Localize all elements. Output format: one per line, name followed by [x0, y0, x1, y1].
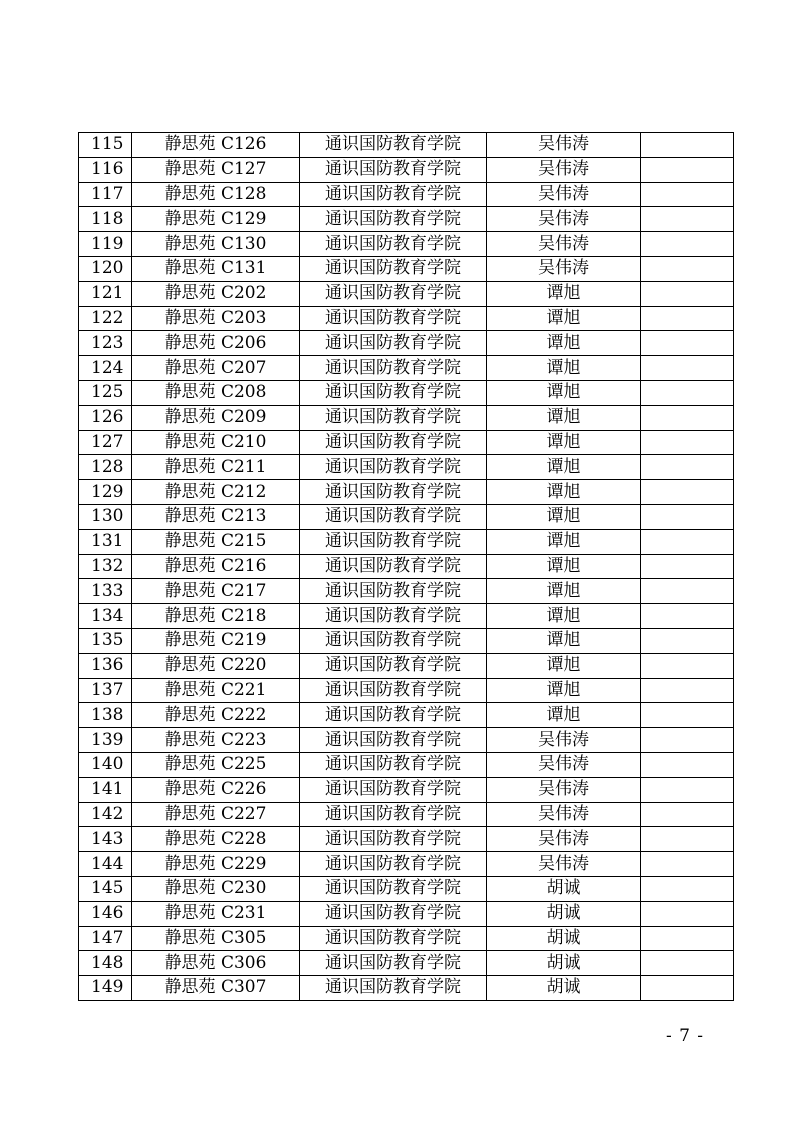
- note-cell: [641, 256, 734, 281]
- row-number-cell: 131: [79, 529, 132, 554]
- note-cell: [641, 653, 734, 678]
- row-number-cell: 142: [79, 802, 132, 827]
- college-cell: 通识国防教育学院: [300, 579, 487, 604]
- row-number-cell: 122: [79, 306, 132, 331]
- note-cell: [641, 703, 734, 728]
- person-cell: 胡诚: [487, 901, 641, 926]
- person-cell: 谭旭: [487, 604, 641, 629]
- person-cell: 谭旭: [487, 380, 641, 405]
- note-cell: [641, 529, 734, 554]
- table-row: [79, 703, 734, 728]
- room-cell: 静思苑 C227: [132, 802, 300, 827]
- row-number-cell: 126: [79, 405, 132, 430]
- college-cell: 通识国防教育学院: [300, 852, 487, 877]
- college-cell: 通识国防教育学院: [300, 331, 487, 356]
- person-cell: 谭旭: [487, 628, 641, 653]
- person-cell: 吴伟涛: [487, 182, 641, 207]
- table-row: [79, 380, 734, 405]
- person-cell: 谭旭: [487, 306, 641, 331]
- person-cell: 谭旭: [487, 529, 641, 554]
- note-cell: [641, 133, 734, 158]
- person-cell: 吴伟涛: [487, 777, 641, 802]
- room-cell: 静思苑 C219: [132, 628, 300, 653]
- table-row: [79, 876, 734, 901]
- row-number-cell: 130: [79, 504, 132, 529]
- table-row: [79, 901, 734, 926]
- room-cell: 静思苑 C129: [132, 207, 300, 232]
- row-number-cell: 121: [79, 281, 132, 306]
- note-cell: [641, 951, 734, 976]
- person-cell: 吴伟涛: [487, 133, 641, 158]
- note-cell: [641, 678, 734, 703]
- college-cell: 通识国防教育学院: [300, 182, 487, 207]
- row-number-cell: 120: [79, 256, 132, 281]
- room-cell: 静思苑 C223: [132, 728, 300, 753]
- table-row: [79, 405, 734, 430]
- note-cell: [641, 827, 734, 852]
- note-cell: [641, 976, 734, 1001]
- row-number-cell: 139: [79, 728, 132, 753]
- room-cell: 静思苑 C131: [132, 256, 300, 281]
- table-row: [79, 926, 734, 951]
- table-row: [79, 331, 734, 356]
- college-cell: 通识国防教育学院: [300, 752, 487, 777]
- room-cell: 静思苑 C212: [132, 480, 300, 505]
- college-cell: 通识国防教育学院: [300, 281, 487, 306]
- table-row: [79, 728, 734, 753]
- person-cell: 吴伟涛: [487, 802, 641, 827]
- room-cell: 静思苑 C128: [132, 182, 300, 207]
- person-cell: 胡诚: [487, 951, 641, 976]
- room-cell: 静思苑 C221: [132, 678, 300, 703]
- note-cell: [641, 207, 734, 232]
- note-cell: [641, 430, 734, 455]
- table-row: [79, 455, 734, 480]
- college-cell: 通识国防教育学院: [300, 356, 487, 381]
- note-cell: [641, 281, 734, 306]
- note-cell: [641, 331, 734, 356]
- table-row: [79, 232, 734, 257]
- note-cell: [641, 926, 734, 951]
- room-cell: 静思苑 C203: [132, 306, 300, 331]
- note-cell: [641, 182, 734, 207]
- room-cell: 静思苑 C206: [132, 331, 300, 356]
- room-cell: 静思苑 C216: [132, 554, 300, 579]
- college-cell: 通识国防教育学院: [300, 604, 487, 629]
- room-cell: 静思苑 C228: [132, 827, 300, 852]
- college-cell: 通识国防教育学院: [300, 876, 487, 901]
- note-cell: [641, 728, 734, 753]
- row-number-cell: 116: [79, 157, 132, 182]
- note-cell: [641, 802, 734, 827]
- college-cell: 通识国防教育学院: [300, 901, 487, 926]
- note-cell: [641, 579, 734, 604]
- person-cell: 吴伟涛: [487, 752, 641, 777]
- table-row: [79, 777, 734, 802]
- table-row: [79, 306, 734, 331]
- row-number-cell: 135: [79, 628, 132, 653]
- table-row: [79, 678, 734, 703]
- note-cell: [641, 777, 734, 802]
- college-cell: 通识国防教育学院: [300, 653, 487, 678]
- college-cell: 通识国防教育学院: [300, 951, 487, 976]
- person-cell: 吴伟涛: [487, 207, 641, 232]
- table-row: [79, 256, 734, 281]
- college-cell: 通识国防教育学院: [300, 777, 487, 802]
- person-cell: 胡诚: [487, 976, 641, 1001]
- room-cell: 静思苑 C222: [132, 703, 300, 728]
- college-cell: 通识国防教育学院: [300, 380, 487, 405]
- row-number-cell: 129: [79, 480, 132, 505]
- room-cell: 静思苑 C207: [132, 356, 300, 381]
- person-cell: 谭旭: [487, 430, 641, 455]
- note-cell: [641, 876, 734, 901]
- table-row: [79, 554, 734, 579]
- note-cell: [641, 852, 734, 877]
- table-row: [79, 628, 734, 653]
- person-cell: 谭旭: [487, 331, 641, 356]
- table-row: [79, 182, 734, 207]
- college-cell: 通识国防教育学院: [300, 133, 487, 158]
- row-number-cell: 144: [79, 852, 132, 877]
- row-number-cell: 143: [79, 827, 132, 852]
- college-cell: 通识国防教育学院: [300, 802, 487, 827]
- person-cell: 吴伟涛: [487, 256, 641, 281]
- college-cell: 通识国防教育学院: [300, 405, 487, 430]
- room-cell: 静思苑 C218: [132, 604, 300, 629]
- room-cell: 静思苑 C231: [132, 901, 300, 926]
- room-cell: 静思苑 C306: [132, 951, 300, 976]
- college-cell: 通识国防教育学院: [300, 827, 487, 852]
- table-row: [79, 951, 734, 976]
- note-cell: [641, 628, 734, 653]
- table-row: [79, 430, 734, 455]
- person-cell: 谭旭: [487, 703, 641, 728]
- room-cell: 静思苑 C217: [132, 579, 300, 604]
- room-cell: 静思苑 C130: [132, 232, 300, 257]
- row-number-cell: 124: [79, 356, 132, 381]
- person-cell: 谭旭: [487, 678, 641, 703]
- row-number-cell: 133: [79, 579, 132, 604]
- table-row: [79, 281, 734, 306]
- person-cell: 吴伟涛: [487, 157, 641, 182]
- room-cell: 静思苑 C220: [132, 653, 300, 678]
- note-cell: [641, 480, 734, 505]
- row-number-cell: 115: [79, 133, 132, 158]
- person-cell: 谭旭: [487, 405, 641, 430]
- note-cell: [641, 380, 734, 405]
- college-cell: 通识国防教育学院: [300, 976, 487, 1001]
- row-number-cell: 136: [79, 653, 132, 678]
- row-number-cell: 147: [79, 926, 132, 951]
- room-cell: 静思苑 C307: [132, 976, 300, 1001]
- row-number-cell: 128: [79, 455, 132, 480]
- college-cell: 通识国防教育学院: [300, 529, 487, 554]
- room-cell: 静思苑 C211: [132, 455, 300, 480]
- note-cell: [641, 752, 734, 777]
- college-cell: 通识国防教育学院: [300, 256, 487, 281]
- table-row: [79, 529, 734, 554]
- table-row: [79, 133, 734, 158]
- note-cell: [641, 356, 734, 381]
- college-cell: 通识国防教育学院: [300, 926, 487, 951]
- college-cell: 通识国防教育学院: [300, 678, 487, 703]
- row-number-cell: 118: [79, 207, 132, 232]
- college-cell: 通识国防教育学院: [300, 703, 487, 728]
- table-row: [79, 827, 734, 852]
- room-cell: 静思苑 C230: [132, 876, 300, 901]
- room-cell: 静思苑 C126: [132, 133, 300, 158]
- note-cell: [641, 554, 734, 579]
- room-cell: 静思苑 C202: [132, 281, 300, 306]
- person-cell: 谭旭: [487, 356, 641, 381]
- table-row: [79, 653, 734, 678]
- college-cell: 通识国防教育学院: [300, 157, 487, 182]
- table-row: [79, 752, 734, 777]
- person-cell: 吴伟涛: [487, 232, 641, 257]
- room-cell: 静思苑 C213: [132, 504, 300, 529]
- college-cell: 通识国防教育学院: [300, 554, 487, 579]
- college-cell: 通识国防教育学院: [300, 628, 487, 653]
- row-number-cell: 119: [79, 232, 132, 257]
- note-cell: [641, 455, 734, 480]
- person-cell: 胡诚: [487, 876, 641, 901]
- row-number-cell: 146: [79, 901, 132, 926]
- row-number-cell: 140: [79, 752, 132, 777]
- row-number-cell: 134: [79, 604, 132, 629]
- college-cell: 通识国防教育学院: [300, 207, 487, 232]
- person-cell: 谭旭: [487, 554, 641, 579]
- person-cell: 谭旭: [487, 480, 641, 505]
- note-cell: [641, 604, 734, 629]
- row-number-cell: 145: [79, 876, 132, 901]
- table-row: [79, 604, 734, 629]
- person-cell: 吴伟涛: [487, 728, 641, 753]
- room-cell: 静思苑 C210: [132, 430, 300, 455]
- person-cell: 谭旭: [487, 579, 641, 604]
- note-cell: [641, 232, 734, 257]
- room-cell: 静思苑 C209: [132, 405, 300, 430]
- row-number-cell: 148: [79, 951, 132, 976]
- table-row: [79, 356, 734, 381]
- note-cell: [641, 157, 734, 182]
- row-number-cell: 117: [79, 182, 132, 207]
- person-cell: 胡诚: [487, 926, 641, 951]
- row-number-cell: 137: [79, 678, 132, 703]
- college-cell: 通识国防教育学院: [300, 232, 487, 257]
- person-cell: 谭旭: [487, 504, 641, 529]
- row-number-cell: 125: [79, 380, 132, 405]
- person-cell: 谭旭: [487, 653, 641, 678]
- table-row: [79, 207, 734, 232]
- room-cell: 静思苑 C305: [132, 926, 300, 951]
- note-cell: [641, 504, 734, 529]
- table-row: [79, 852, 734, 877]
- room-cell: 静思苑 C225: [132, 752, 300, 777]
- room-cell: 静思苑 C208: [132, 380, 300, 405]
- room-cell: 静思苑 C229: [132, 852, 300, 877]
- table-row: [79, 802, 734, 827]
- row-number-cell: 132: [79, 554, 132, 579]
- row-number-cell: 123: [79, 331, 132, 356]
- college-cell: 通识国防教育学院: [300, 728, 487, 753]
- table-row: [79, 504, 734, 529]
- row-number-cell: 127: [79, 430, 132, 455]
- college-cell: 通识国防教育学院: [300, 306, 487, 331]
- note-cell: [641, 901, 734, 926]
- row-number-cell: 149: [79, 976, 132, 1001]
- table-row: [79, 480, 734, 505]
- college-cell: 通识国防教育学院: [300, 455, 487, 480]
- room-cell: 静思苑 C127: [132, 157, 300, 182]
- person-cell: 吴伟涛: [487, 827, 641, 852]
- room-assignment-table: [78, 132, 734, 1001]
- table-row: [79, 976, 734, 1001]
- note-cell: [641, 306, 734, 331]
- row-number-cell: 138: [79, 703, 132, 728]
- college-cell: 通识国防教育学院: [300, 504, 487, 529]
- person-cell: 谭旭: [487, 455, 641, 480]
- table-row: [79, 579, 734, 604]
- room-cell: 静思苑 C215: [132, 529, 300, 554]
- room-cell: 静思苑 C226: [132, 777, 300, 802]
- college-cell: 通识国防教育学院: [300, 480, 487, 505]
- college-cell: 通识国防教育学院: [300, 430, 487, 455]
- note-cell: [641, 405, 734, 430]
- table-row: [79, 157, 734, 182]
- person-cell: 谭旭: [487, 281, 641, 306]
- page-number: - 7 -: [665, 1026, 705, 1046]
- person-cell: 吴伟涛: [487, 852, 641, 877]
- row-number-cell: 141: [79, 777, 132, 802]
- table-body: [79, 133, 734, 1001]
